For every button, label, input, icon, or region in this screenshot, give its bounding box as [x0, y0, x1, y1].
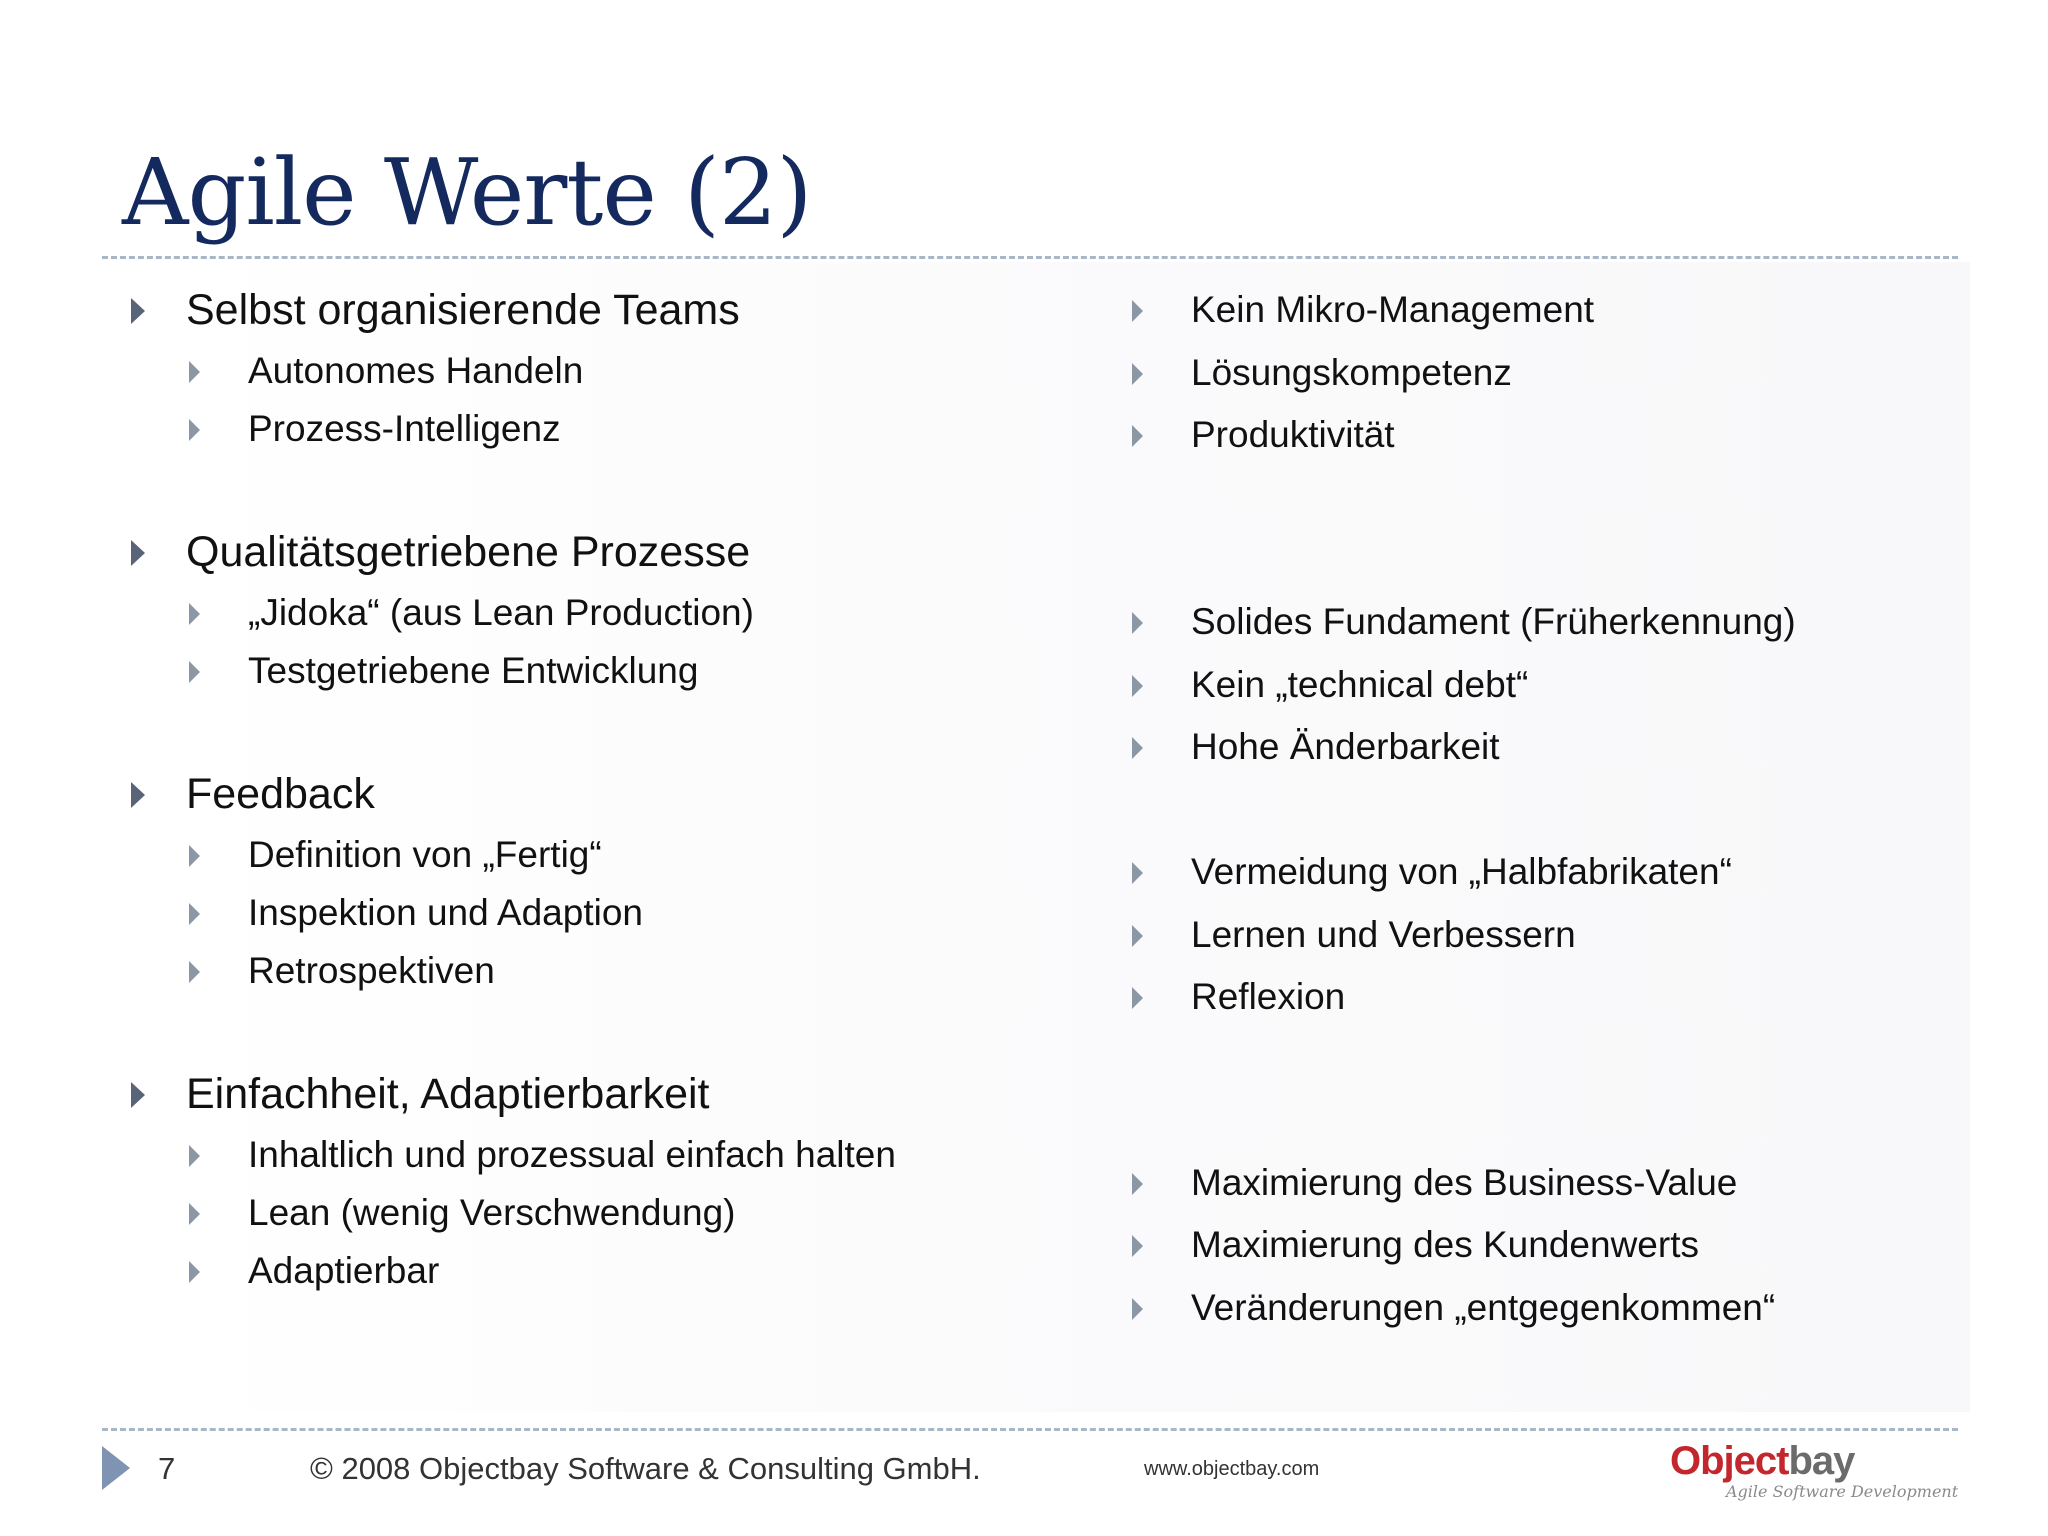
right-item: Kein „technical debt“	[1191, 662, 1528, 708]
triangle-bullet-icon	[1132, 1173, 1143, 1195]
left-subitem: Adaptierbar	[248, 1248, 439, 1294]
triangle-bullet-icon	[189, 1145, 200, 1167]
right-item: Hohe Änderbarkeit	[1191, 724, 1500, 770]
triangle-bullet-icon	[1132, 363, 1143, 385]
right-item: Veränderungen „entgegenkommen“	[1191, 1285, 1775, 1331]
left-subitem: Inspektion und Adaption	[248, 890, 643, 936]
objectbay-logo	[1670, 1438, 1970, 1508]
left-heading-3: Feedback	[186, 768, 375, 820]
triangle-bullet-icon	[131, 1082, 145, 1108]
triangle-bullet-icon	[189, 961, 200, 983]
logo-name-part2: bay	[1788, 1439, 1855, 1483]
left-subitem: Definition von „Fertig“	[248, 832, 602, 878]
logo-name-part1: Object	[1670, 1439, 1789, 1483]
triangle-bullet-icon	[1132, 1298, 1143, 1320]
logo-tagline: Agile Software Development	[1726, 1482, 1959, 1501]
right-item: Reflexion	[1191, 974, 1345, 1020]
triangle-bullet-icon	[1132, 300, 1143, 322]
logo-wordmark	[1670, 1438, 1854, 1484]
triangle-bullet-icon	[189, 661, 200, 683]
left-heading-2: Qualitätsgetriebene Prozesse	[186, 526, 750, 578]
left-subitem: Inhaltlich und prozessual einfach halten	[248, 1132, 896, 1178]
triangle-bullet-icon	[1132, 675, 1143, 697]
left-subitem: Prozess-Intelligenz	[248, 406, 561, 452]
triangle-bullet-icon	[1132, 925, 1143, 947]
triangle-bullet-icon	[1132, 425, 1143, 447]
triangle-bullet-icon	[131, 298, 145, 324]
right-item: Maximierung des Business-Value	[1191, 1160, 1737, 1206]
left-subitem: Retrospektiven	[248, 948, 495, 994]
footer-divider	[102, 1428, 1958, 1431]
right-item: Maximierung des Kundenwerts	[1191, 1222, 1699, 1268]
left-heading-1: Selbst organisierende Teams	[186, 284, 740, 336]
triangle-bullet-icon	[1132, 612, 1143, 634]
triangle-bullet-icon	[131, 540, 145, 566]
triangle-bullet-icon	[1132, 987, 1143, 1009]
triangle-bullet-icon	[189, 1261, 200, 1283]
triangle-bullet-icon	[1132, 862, 1143, 884]
left-heading-4: Einfachheit, Adaptierbarkeit	[186, 1068, 710, 1120]
right-item: Solides Fundament (Früherkennung)	[1191, 599, 1796, 645]
footer-triangle-icon	[102, 1446, 130, 1490]
triangle-bullet-icon	[189, 845, 200, 867]
triangle-bullet-icon	[1132, 737, 1143, 759]
triangle-bullet-icon	[189, 903, 200, 925]
triangle-bullet-icon	[189, 1203, 200, 1225]
title-divider	[102, 256, 1958, 259]
left-subitem: Lean (wenig Verschwendung)	[248, 1190, 736, 1236]
triangle-bullet-icon	[1132, 1235, 1143, 1257]
copyright-text: © 2008 Objectbay Software & Consulting GmbH.	[310, 1451, 981, 1486]
right-item: Kein Mikro-Management	[1191, 287, 1594, 333]
triangle-bullet-icon	[189, 419, 200, 441]
triangle-bullet-icon	[189, 361, 200, 383]
triangle-bullet-icon	[131, 782, 145, 808]
left-subitem: „Jidoka“ (aus Lean Production)	[248, 590, 754, 636]
left-subitem: Autonomes Handeln	[248, 348, 583, 394]
right-item: Vermeidung von „Halbfabrikaten“	[1191, 849, 1732, 895]
right-item: Lösungskompetenz	[1191, 350, 1512, 396]
triangle-bullet-icon	[189, 603, 200, 625]
right-item: Lernen und Verbessern	[1191, 912, 1576, 958]
page-number: 7	[158, 1451, 176, 1486]
website-url: www.objectbay.com	[1144, 1458, 1320, 1480]
slide-title: Agile Werte (2)	[122, 139, 812, 246]
right-item: Produktivität	[1191, 412, 1395, 458]
left-subitem: Testgetriebene Entwicklung	[248, 648, 698, 694]
